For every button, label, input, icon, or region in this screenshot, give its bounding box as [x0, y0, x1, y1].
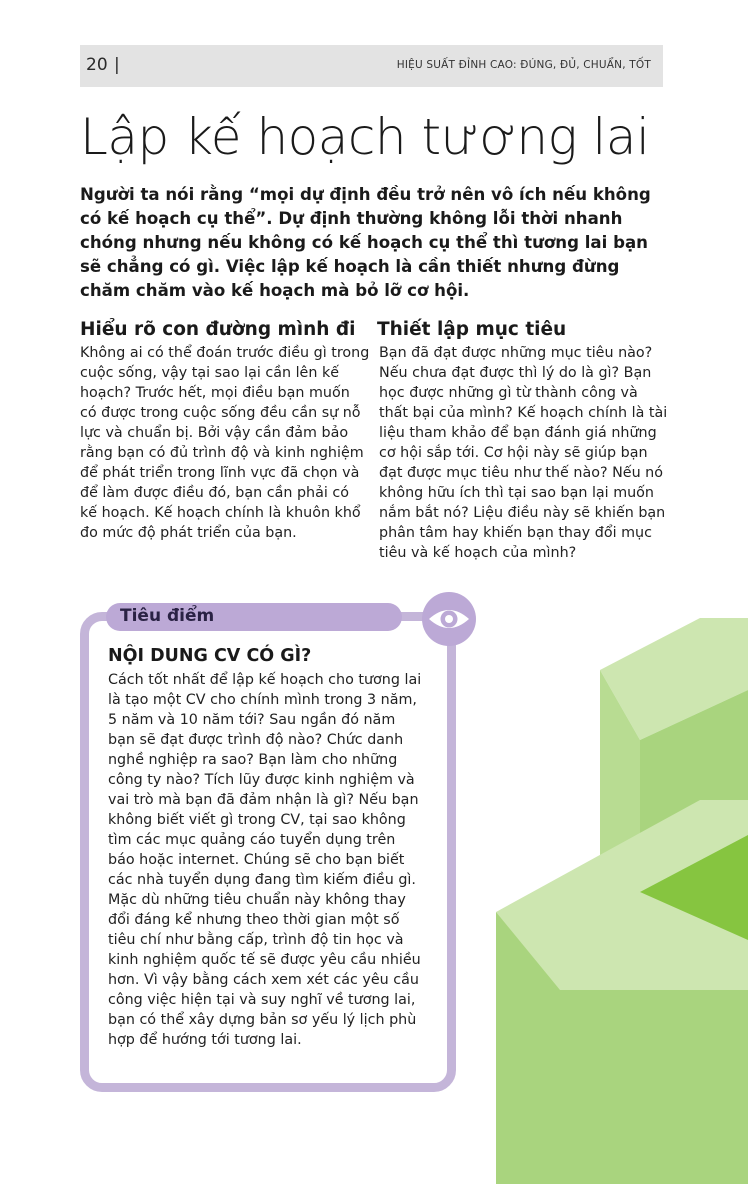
- eye-icon: [422, 592, 476, 646]
- right-column-heading: Thiết lập mục tiêu: [377, 319, 567, 340]
- running-header: [80, 45, 663, 87]
- page-title: Lập kế hoạch tương lai: [80, 108, 650, 166]
- left-column-heading: Hiểu rõ con đường mình đi: [80, 319, 356, 340]
- focus-label-pill: [106, 603, 402, 631]
- focus-heading: NỘI DUNG CV CÓ GÌ?: [108, 646, 312, 666]
- header-separator: |: [114, 55, 120, 75]
- page-number: 20: [86, 55, 108, 75]
- right-column-body: Bạn đã đạt được những mục tiêu nào? Nếu chưa đạt được thì lý do là gì? Bạn học được những gì từ thành công và thất bại của mình? Kế hoạch chính là tài liệu tham khảo để bạn đánh giá những cơ hội sắp tới. Cơ hội này sẽ giúp bạn đạt được mục tiêu như thế nào? Nếu nó không hữu ích thì tại sao bạn lại muốn nắm bắt nó? Liệu điều này sẽ khiến bạn phân tâm hay khiến bạn thay đổi mục tiêu và kế hoạch của mình?: [379, 345, 668, 561]
- running-title: HIỆU SUẤT ĐỈNH CAO: ĐÚNG, ĐỦ, CHUẨN, TỐT: [396, 59, 651, 71]
- lead-paragraph: Người ta nói rằng “mọi dự định đều trở nên vô ích nếu không có kế hoạch cụ thể”. Dự định thường không lỗi thời nhanh chóng nhưng nếu không có kế hoạch cụ thể thì tương lai bạn sẽ chẳng có gì. Việc lập kế hoạch là cần thiết nhưng đừng chăm chăm vào kế hoạch mà bỏ lỡ cơ hội.: [80, 185, 651, 300]
- focus-label: Tiêu điểm: [120, 606, 215, 626]
- left-column-body: Không ai có thể đoán trước điều gì trong cuộc sống, vậy tại sao lại cần lên kế hoạch? Trước hết, mọi điều bạn muốn có được trong cuộc sống đều cần sự nỗ lực và chuẩn bị. Bởi vậy cần đảm bảo rằng bạn có đủ trình độ và kinh nghiệm để phát triển trong lĩnh vực đã chọn và để làm được điều đó, bạn cần phải có kế hoạch. Kế hoạch chính là khuôn khổ đo mức độ phát triển của bạn.: [80, 345, 370, 541]
- focus-body: Cách tốt nhất để lập kế hoạch cho tương lai là tạo một CV cho chính mình trong 3 năm, 5 năm và 10 năm tới? Sau ngần đó năm bạn sẽ đạt được trình độ nào? Chức danh nghề nghiệp ra sao? Bạn làm cho những công ty nào? Tích lũy được kinh nghiệm và vai trò mà bạn đã đảm nhận là gì? Nếu bạn không biết viết gì trong CV, tại sao không tìm các mục quảng cáo tuyển dụng trên báo hoặc internet. Chúng sẽ cho bạn biết các nhà tuyển dụng đang tìm kiếm điều gì. Mặc dù những tiêu chuẩn này không thay đổi đáng kể nhưng theo thời gian một số tiêu chí như bằng cấp, trình độ tin học và kinh nghiệm quốc tế sẽ được yêu cầu nhiều hơn. Vì vậy bằng cách xem xét các yêu cầu công việc hiện tại và suy nghĩ về tương lai, bạn có thể xây dựng bản sơ yếu lý lịch phù hợp để hướng tới tương lai.: [108, 672, 422, 1048]
